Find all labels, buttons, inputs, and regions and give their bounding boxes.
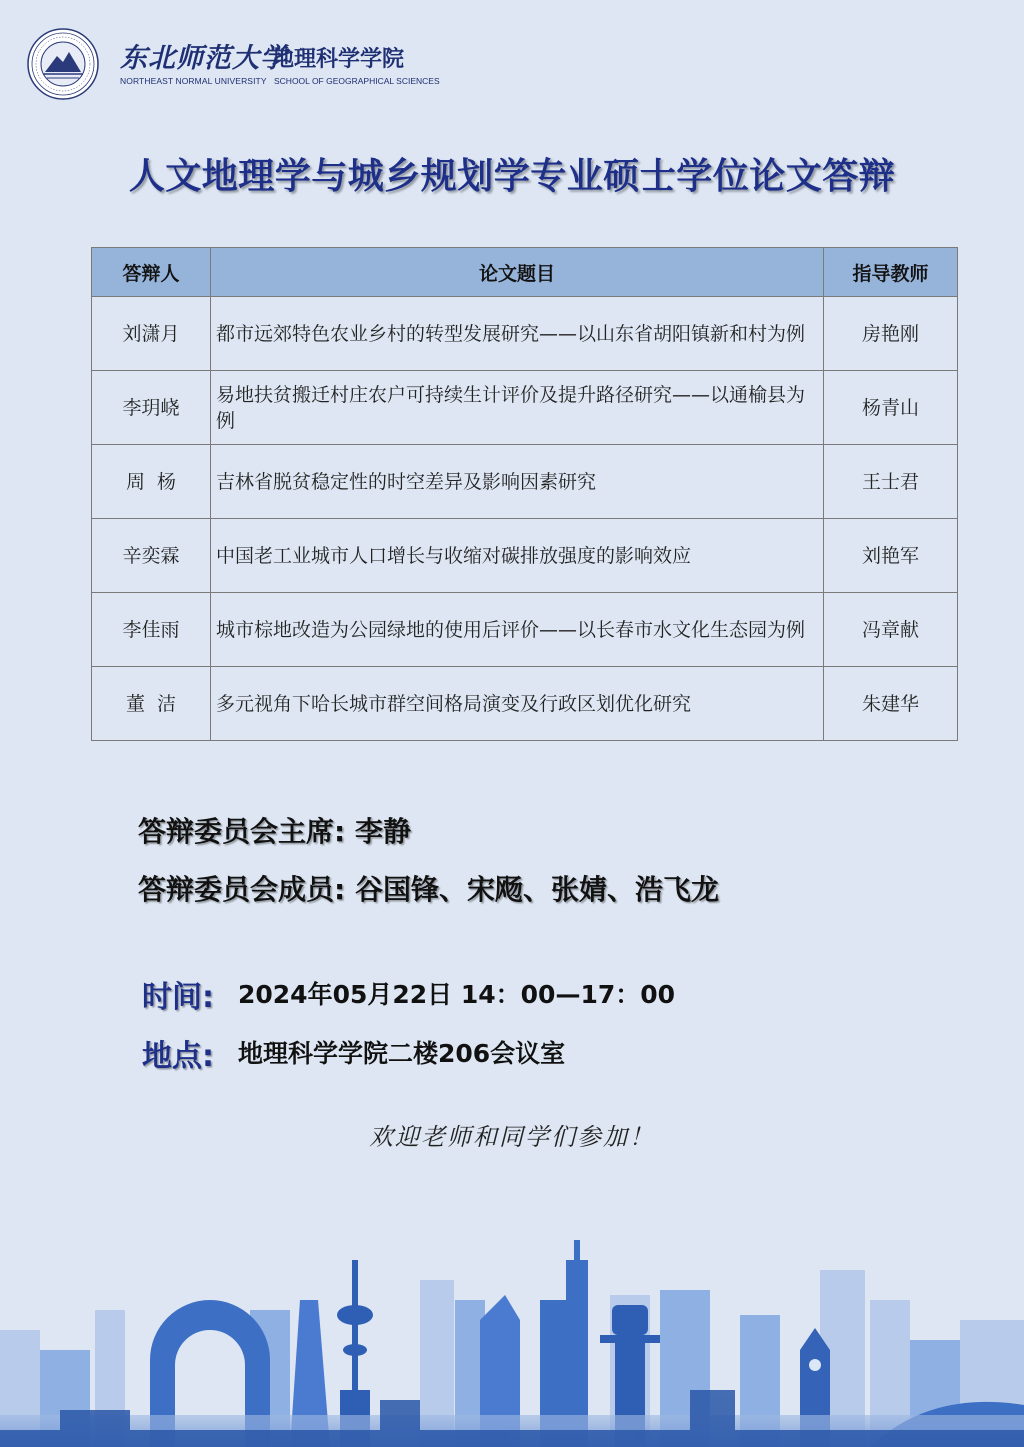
thesis-topic: 易地扶贫搬迁村庄农户可持续生计评价及提升路径研究——以通榆县为例 xyxy=(211,371,824,445)
advisor-name: 冯章献 xyxy=(824,593,958,667)
candidate-name: 董 洁 xyxy=(92,667,211,741)
candidate-name: 刘潇月 xyxy=(92,297,211,371)
university-name-cn: 东北师范大学 xyxy=(120,43,288,74)
thesis-table xyxy=(91,247,958,741)
university-name-en: NORTHEAST NORMAL UNIVERSITY xyxy=(120,76,267,86)
thesis-topic: 都市远郊特色农业乡村的转型发展研究——以山东省胡阳镇新和村为例 xyxy=(211,297,824,371)
table-row xyxy=(92,519,958,593)
header-advisor: 指导教师 xyxy=(824,248,958,297)
advisor-name: 房艳刚 xyxy=(824,297,958,371)
thesis-topic: 多元视角下哈长城市群空间格局演变及行政区划优化研究 xyxy=(211,667,824,741)
table-row xyxy=(92,445,958,519)
welcome-message: 欢迎老师和同学们参加！ xyxy=(369,1123,655,1151)
candidate-name: 辛奕霖 xyxy=(92,519,211,593)
committee-chair: 答辩委员会主席: 李静 xyxy=(138,815,411,848)
school-name-en: SCHOOL OF GEOGRAPHICAL SCIENCES xyxy=(274,76,440,86)
time-value: 2024年05月22日 14：00—17：00 xyxy=(238,980,676,1009)
committee-members: 答辩委员会成员: 谷国锋、宋飏、张婧、浩飞龙 xyxy=(138,873,719,906)
table-row xyxy=(92,593,958,667)
header-topic: 论文题目 xyxy=(211,248,824,297)
advisor-name: 杨青山 xyxy=(824,371,958,445)
advisor-name: 朱建华 xyxy=(824,667,958,741)
table-row xyxy=(92,667,958,741)
page-title: 人文地理学与城乡规划学专业硕士学位论文答辩 xyxy=(128,156,896,197)
table-header-row xyxy=(92,248,958,297)
thesis-topic: 中国老工业城市人口增长与收缩对碳排放强度的影响效应 xyxy=(211,519,824,593)
place-value: 地理科学学院二楼206会议室 xyxy=(238,1039,566,1068)
candidate-name: 李佳雨 xyxy=(92,593,211,667)
candidate-name: 周 杨 xyxy=(92,445,211,519)
university-seal-logo xyxy=(27,28,99,100)
table-row xyxy=(92,297,958,371)
school-name-cn: 地理科学学院 xyxy=(272,47,405,72)
advisor-name: 王士君 xyxy=(824,445,958,519)
advisor-name: 刘艳军 xyxy=(824,519,958,593)
place-label: 地点: xyxy=(142,1039,214,1074)
city-skyline-illustration xyxy=(0,1240,1024,1447)
candidate-name: 李玥峣 xyxy=(92,371,211,445)
time-label: 时间: xyxy=(142,980,214,1015)
header-candidate: 答辩人 xyxy=(92,248,211,297)
thesis-topic: 吉林省脱贫稳定性的时空差异及影响因素研究 xyxy=(211,445,824,519)
table-row xyxy=(92,371,958,445)
thesis-topic: 城市棕地改造为公园绿地的使用后评价——以长春市水文化生态园为例 xyxy=(211,593,824,667)
